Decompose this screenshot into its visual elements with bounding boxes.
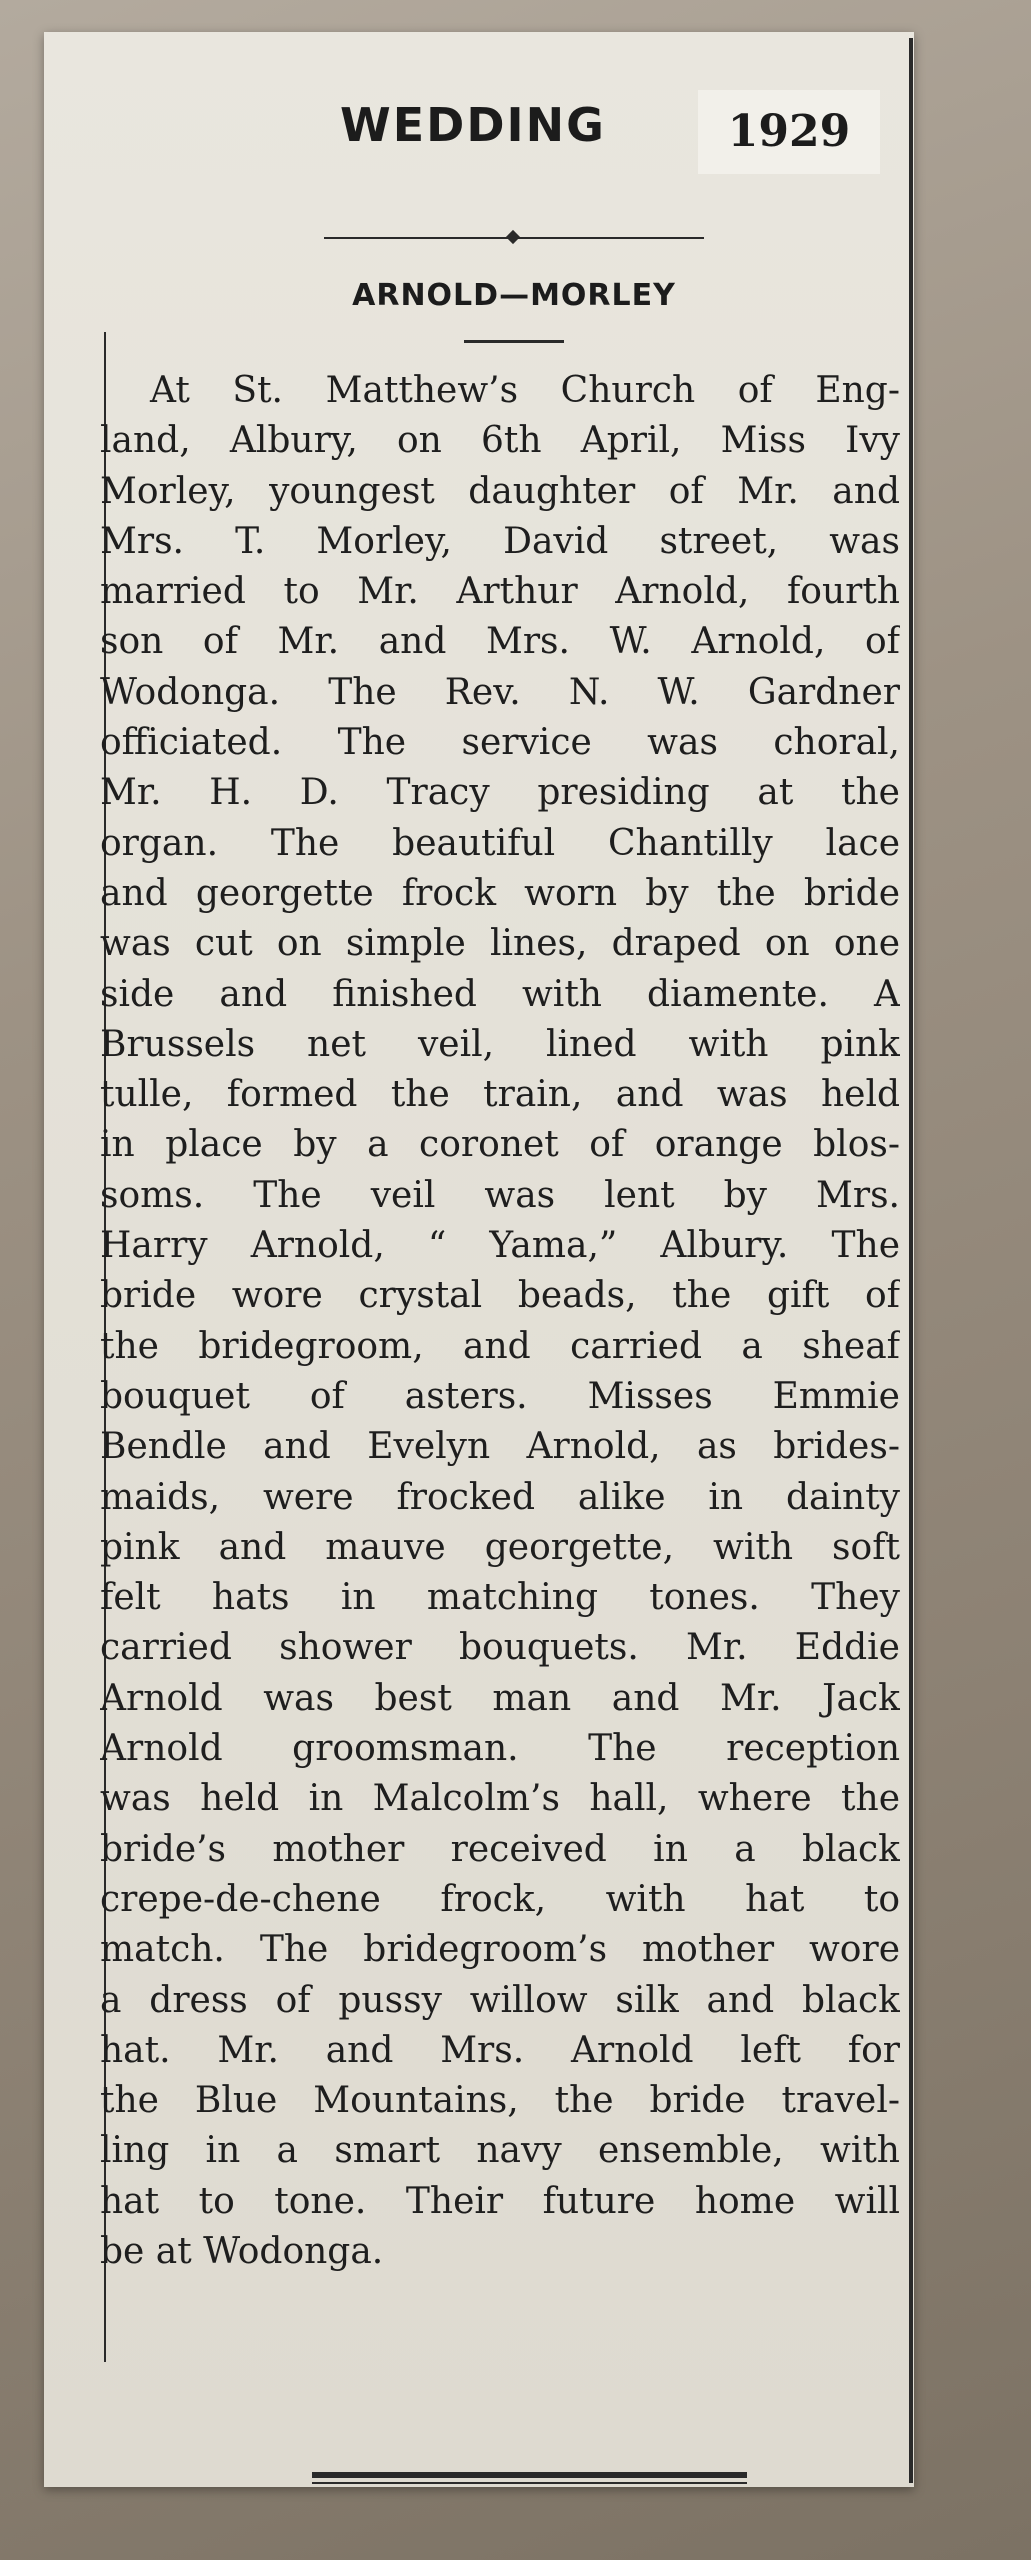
end-rule-thin [312,2482,747,2484]
article-line: Wodonga. The Rev. N. W. Gardner [100,671,900,713]
section-heading: WEDDING [340,98,606,152]
article-line: carried shower bouquets. Mr. Eddie [100,1627,900,1669]
article-line: and georgette frock worn by the bride [100,872,900,914]
newspaper-clipping [44,32,914,2487]
ornament-diamond-icon [506,230,520,244]
article-line: the bridegroom, and carried a sheaf [100,1325,900,1367]
article-line: soms. The veil was lent by Mrs. [100,1174,900,1216]
article-line: was cut on simple lines, draped on one [100,923,900,965]
article-line: a dress of pussy willow silk and black [100,1979,900,2021]
article-line: bride’s mother received in a black [100,1828,900,1870]
article-line: son of Mr. and Mrs. W. Arnold, of [100,621,900,663]
article-line: ling in a smart navy ensemble, with [100,2130,900,2172]
article-line: bouquet of asters. Misses Emmie [100,1375,900,1417]
article-line: pink and mauve georgette, with soft [100,1526,900,1568]
article-line: side and finished with diamente. A [100,973,900,1015]
article-line: felt hats in matching tones. They [100,1577,900,1619]
article-body [100,366,900,2277]
article-line: the Blue Mountains, the bride travel- [100,2080,900,2122]
article-line: Brussels net veil, lined with pink [100,1023,900,1065]
article-line: crepe-de-chene frock, with hat to [100,1878,900,1920]
article-line: organ. The beautiful Chantilly lace [100,822,900,864]
article-headline: ARNOLD—MORLEY [352,278,676,313]
article-line: married to Mr. Arthur Arnold, fourth [100,571,900,613]
article-line: Arnold was best man and Mr. Jack [100,1677,900,1719]
article-line: be at Wodonga. [100,2230,384,2272]
ornamental-rule [324,232,704,244]
article-line: match. The bridegroom’s mother wore [100,1929,900,1971]
article-line: maids, were frocked alike in dainty [100,1476,900,1518]
article-line: bride wore crystal beads, the gift of [100,1275,900,1317]
article-line: officiated. The service was choral, [100,722,900,764]
end-rule [312,2472,747,2488]
article-line: Arnold groomsman. The reception [100,1728,900,1770]
article-line: Harry Arnold, “ Yama,” Albury. The [100,1225,900,1267]
end-rule-thick [312,2472,747,2478]
article-line: tulle, formed the train, and was held [100,1074,900,1116]
article-line: land, Albury, on 6th April, Miss Ivy [100,420,900,462]
article-line: Bendle and Evelyn Arnold, as brides- [100,1426,900,1468]
article-line: in place by a coronet of orange blos- [100,1124,900,1166]
article-line: Morley, youngest daughter of Mr. and [100,470,900,512]
article-line: Mr. H. D. Tracy presiding at the [100,772,900,814]
headline-rule [464,340,564,343]
article-line: Mrs. T. Morley, David street, was [100,520,900,562]
column-rule-right [909,38,913,2483]
article-line: was held in Malcolm’s hall, where the [100,1778,900,1820]
article-line: hat. Mr. and Mrs. Arnold left for [100,2029,900,2071]
article-line: At St. Matthew’s Church of Eng- [150,370,900,411]
article-line: hat to tone. Their future home will [100,2180,900,2222]
year-label: 1929 [698,90,880,174]
